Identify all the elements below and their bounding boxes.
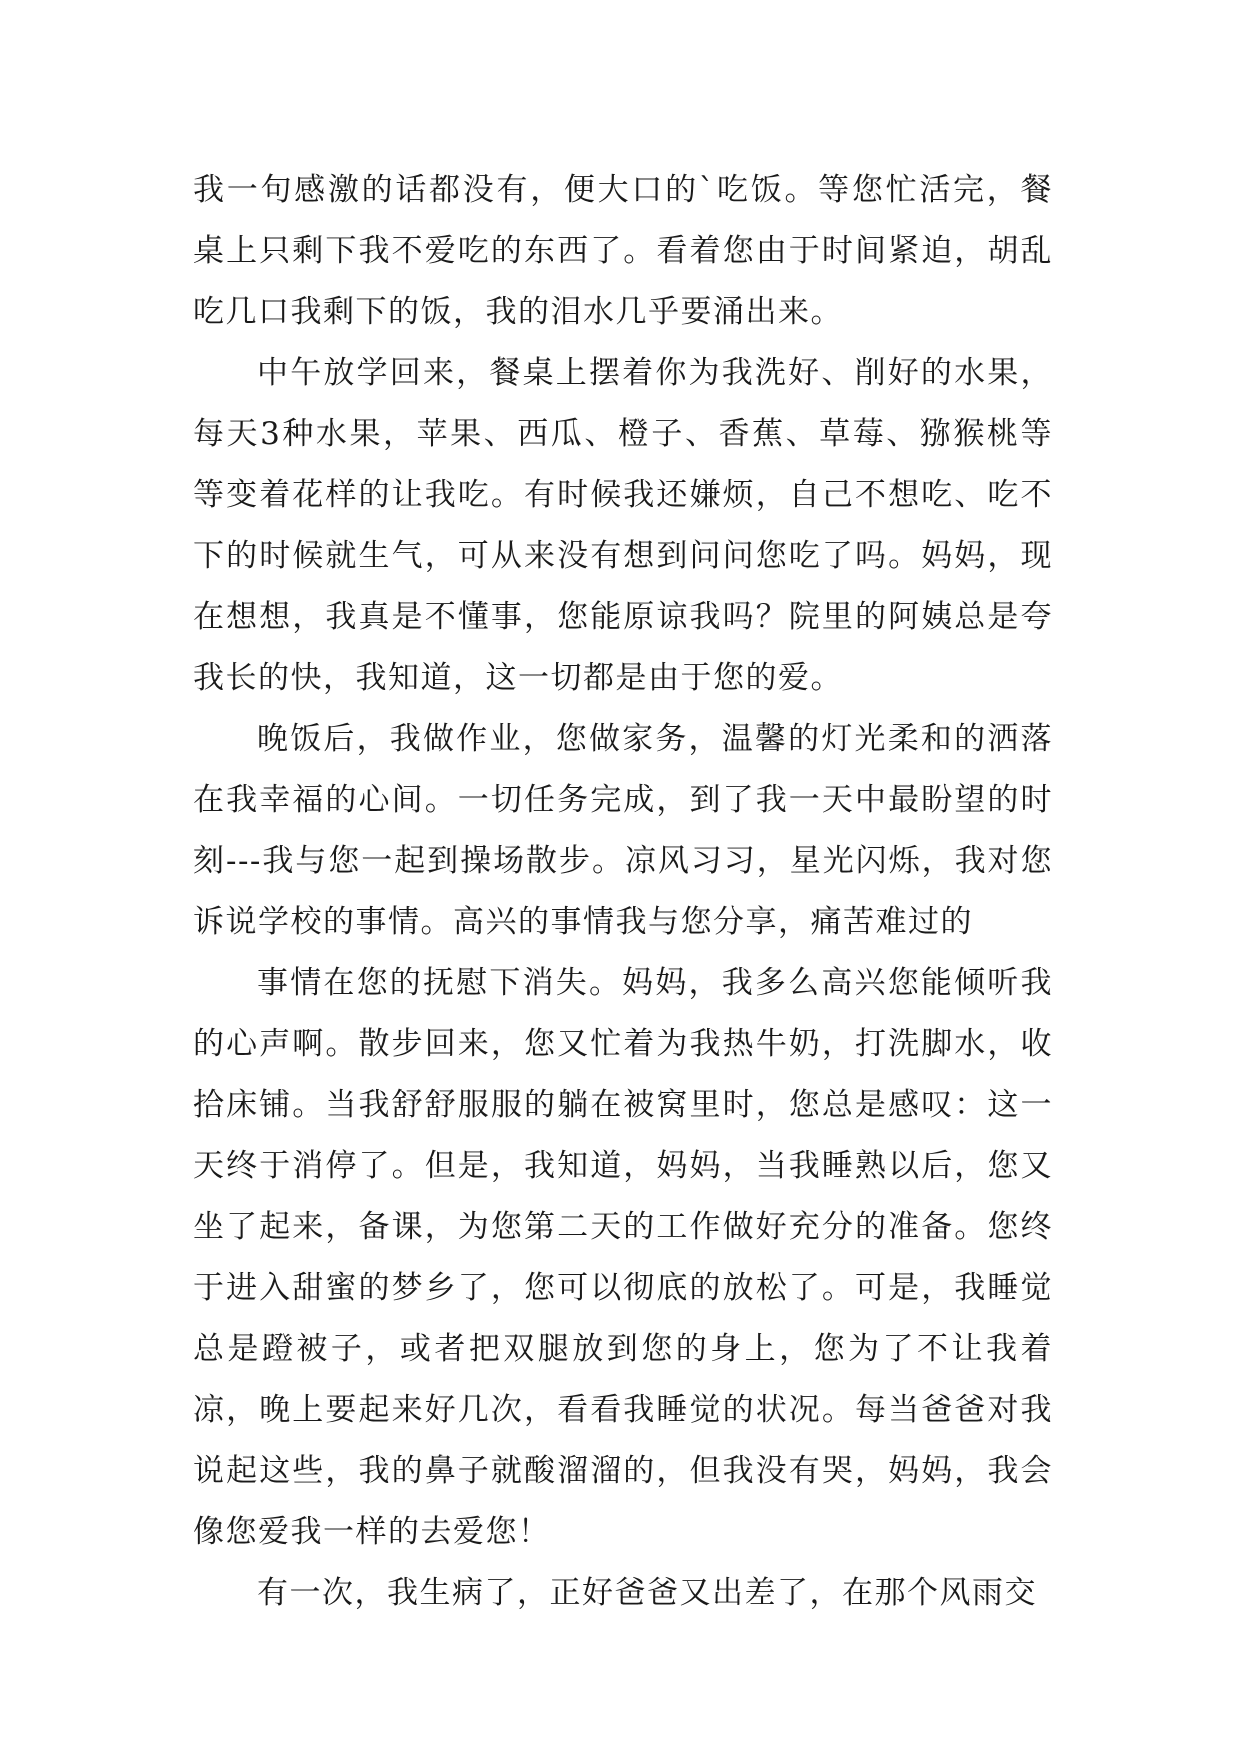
- document-body: [193, 160, 1053, 1624]
- paragraph-3: 晚饭后，我做作业，您做家务，温馨的灯光柔和的洒落在我幸福的心间。一切任务完成，到了我一天中最盼望的时刻---我与您一起到操场散步。凉风习习，星光闪烁，我对您诉说学校的事情。高兴的事情我与您分享，痛苦难过的: [193, 721, 1053, 940]
- paragraph-5: 有一次，我生病了，正好爸爸又出差了，在那个风雨交: [257, 1575, 1037, 1611]
- paragraph-4: 事情在您的抚慰下消失。妈妈，我多么高兴您能倾听我的心声啊。散步回来，您又忙着为我热牛奶，打洗脚水，收拾床铺。当我舒舒服服的躺在被窝里时，您总是感叹：这一天终于消停了。但是，我知道，妈妈，当我睡熟以后，您又坐了起来，备课，为您第二天的工作做好充分的准备。您终于进入甜蜜的梦乡了，您可以彻底的放松了。可是，我睡觉总是蹬被子，或者把双腿放到您的身上，您为了不让我着凉，晚上要起来好几次，看看我睡觉的状况。每当爸爸对我说起这些，我的鼻子就酸溜溜的，但我没有哭，妈妈，我会像您爱我一样的去爱您！: [193, 965, 1053, 1550]
- paragraph-2: 中午放学回来，餐桌上摆着你为我洗好、削好的水果，每天3种水果，苹果、西瓜、橙子、香蕉、草莓、猕猴桃等等变着花样的让我吃。有时候我还嫌烦，自己不想吃、吃不下的时候就生气，可从来没有想到问问您吃了吗。妈妈，现在想想，我真是不懂事，您能原谅我吗？院里的阿姨总是夸我长的快，我知道，这一切都是由于您的爱。: [193, 355, 1053, 696]
- paragraph-1: 我一句感激的话都没有，便大口的`吃饭。等您忙活完，餐桌上只剩下我不爱吃的东西了。看着您由于时间紧迫，胡乱吃几口我剩下的饭，我的泪水几乎要涌出来。: [193, 172, 1053, 330]
